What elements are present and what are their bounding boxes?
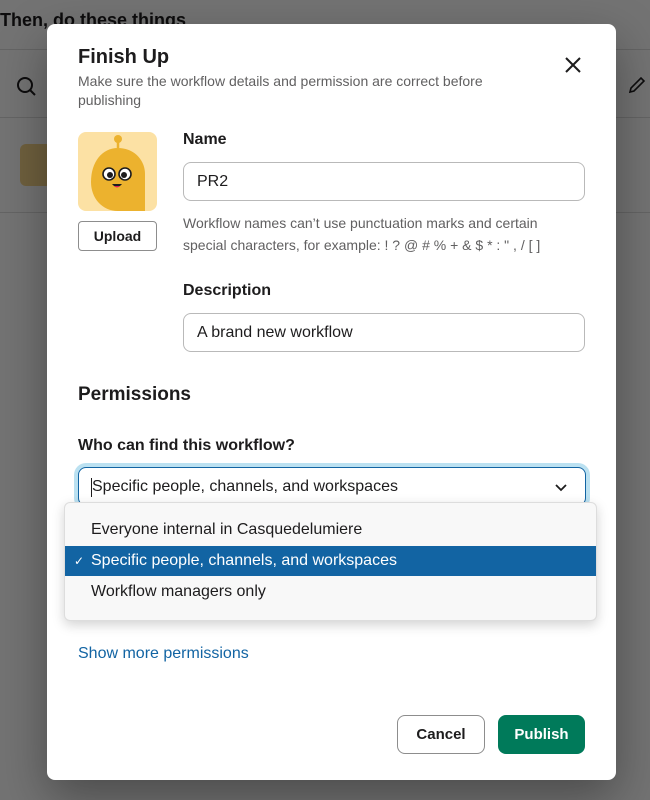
option-workflow-managers[interactable] bbox=[65, 577, 596, 607]
select-value: Specific people, channels, and workspaces bbox=[92, 478, 398, 495]
option-specific-people[interactable] bbox=[65, 546, 596, 576]
chevron-down-icon[interactable] bbox=[554, 480, 568, 494]
publish-button[interactable]: Publish bbox=[498, 715, 585, 754]
finish-up-modal bbox=[47, 24, 616, 780]
permissions-title: Permissions bbox=[78, 384, 191, 405]
find-workflow-label: Who can find this workflow? bbox=[78, 437, 295, 454]
option-label: Specific people, channels, and workspaces bbox=[91, 552, 397, 569]
option-everyone-internal[interactable] bbox=[65, 515, 596, 545]
upload-button[interactable]: Upload bbox=[78, 221, 157, 251]
name-hint: Workflow names can’t use punctuation marks and certain special characters, for example: ! ? @ # % + & $ * : " , / [ ] bbox=[183, 215, 541, 253]
description-input[interactable] bbox=[183, 313, 585, 352]
option-label: Everyone internal in Casquedelumiere bbox=[91, 521, 363, 538]
close-icon[interactable] bbox=[560, 52, 586, 78]
find-workflow-dropdown bbox=[64, 502, 597, 621]
modal-title: Finish Up bbox=[78, 46, 170, 68]
name-label: Name bbox=[183, 131, 227, 148]
description-label: Description bbox=[183, 282, 272, 299]
cancel-button[interactable]: Cancel bbox=[397, 715, 485, 754]
workflow-avatar bbox=[78, 132, 157, 211]
show-more-permissions-link[interactable]: Show more permissions bbox=[78, 645, 249, 662]
name-input[interactable] bbox=[183, 162, 585, 201]
robot-icon bbox=[78, 132, 157, 211]
check-icon: ✓ bbox=[74, 554, 85, 568]
modal-subtitle: Make sure the workflow details and permission are correct before publishing bbox=[78, 73, 483, 108]
find-workflow-select[interactable] bbox=[78, 467, 586, 506]
option-label: Workflow managers only bbox=[91, 583, 266, 600]
